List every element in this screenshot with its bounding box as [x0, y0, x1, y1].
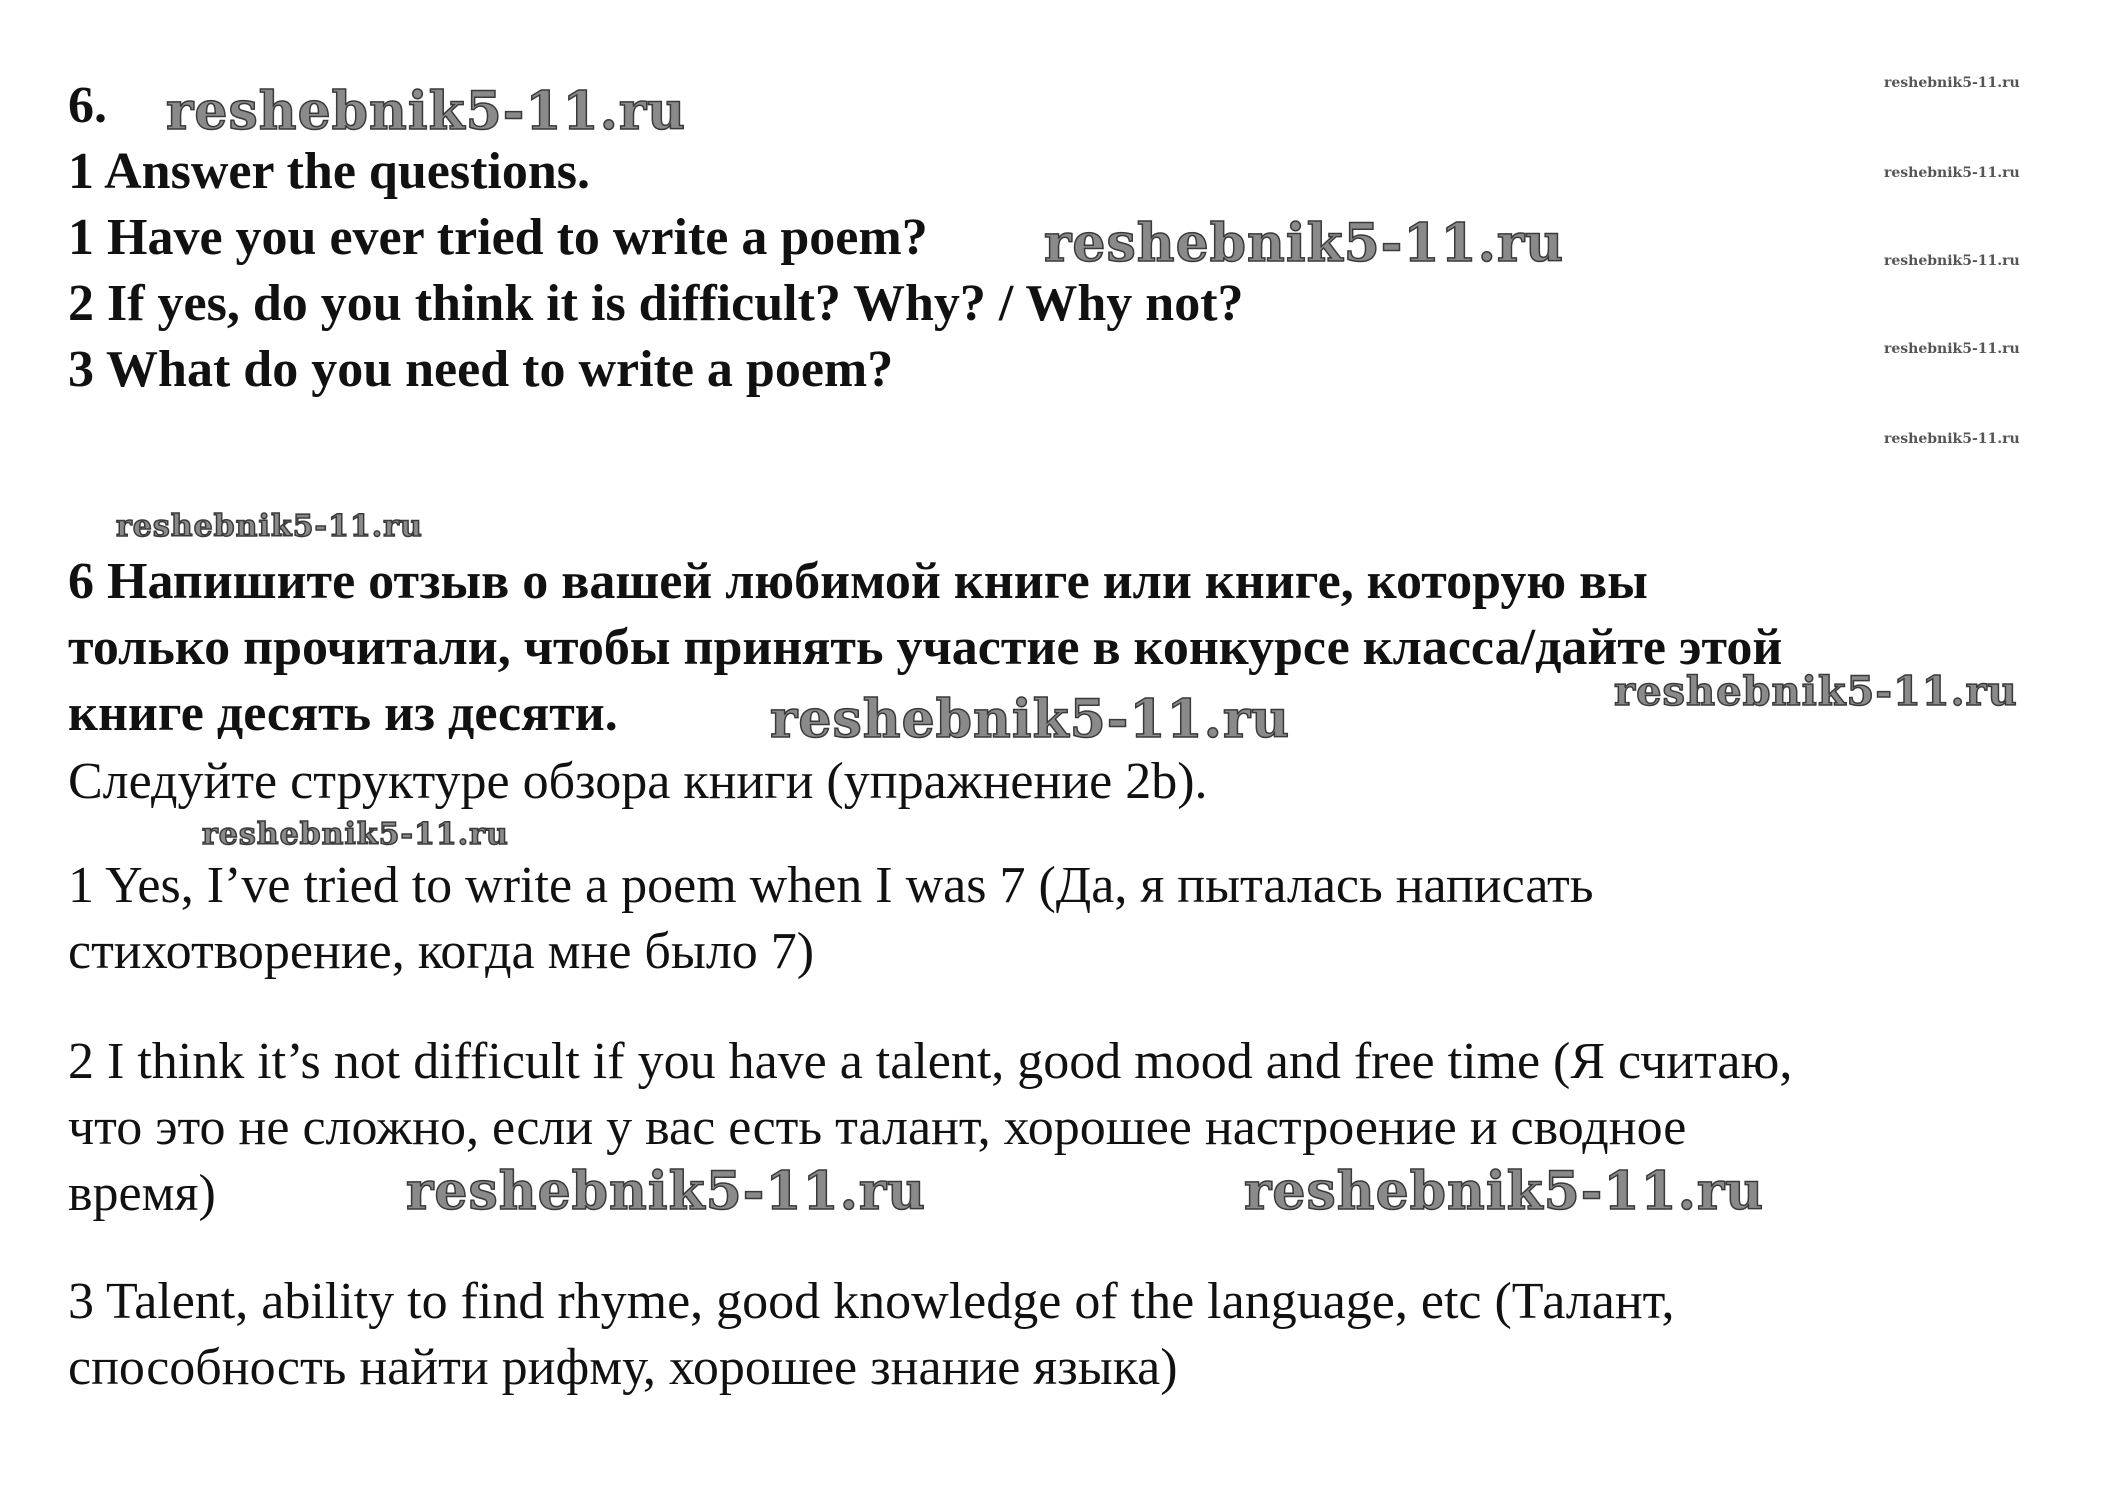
watermark: reshebnik5-11.ru: [1884, 75, 2020, 91]
answer-1-line-2: стихотворение, когда мне было 7): [68, 923, 815, 980]
watermark: reshebnik5-11.ru: [1884, 431, 2020, 447]
task-line-3: книге десять из десяти.: [68, 685, 618, 742]
answer-2-line-3: время): [68, 1165, 216, 1222]
task-instruction: Следуйте структуре обзора книги (упражнение 2b).: [68, 753, 1208, 810]
answer-3-line-1: 3 Talent, ability to find rhyme, good knowledge of the language, etc (Талант,: [68, 1273, 1675, 1330]
answer-2-line-1: 2 I think it’s not difficult if you have a talent, good mood and free time (Я считаю,: [68, 1033, 1793, 1090]
answer-2-line-2: что это не сложно, если у вас есть талант, хорошее настроение и сводное: [68, 1099, 1687, 1156]
watermark: reshebnik5-11.ru: [116, 509, 423, 544]
watermark: reshebnik5-11.ru: [1884, 341, 2020, 357]
watermark: reshebnik5-11.ru: [1884, 253, 2020, 269]
task-line-2: только прочитали, чтобы принять участие в конкурсе класса/дайте этой: [68, 619, 1783, 676]
task-line-1: 6 Напишите отзыв о вашей любимой книге или книге, которую вы: [68, 553, 1648, 610]
answer-1-line-1: 1 Yes, I’ve tried to write a poem when I was 7 (Да, я пыталась написать: [68, 857, 1594, 914]
question-1: 1 Have you ever tried to write a poem?: [68, 209, 928, 266]
exercise-number: 6.: [68, 77, 107, 134]
exercise-title: 1 Answer the questions.: [68, 143, 591, 200]
watermark: reshebnik5-11.ru: [1614, 668, 2018, 715]
question-2: 2 If yes, do you think it is difficult? Why? / Why not?: [68, 275, 1244, 332]
answer-3-line-2: способность найти рифму, хорошее знание языка): [68, 1339, 1178, 1396]
watermark: reshebnik5-11.ru: [166, 81, 687, 142]
watermark: reshebnik5-11.ru: [770, 689, 1291, 750]
watermark: reshebnik5-11.ru: [1244, 1161, 1765, 1222]
watermark: reshebnik5-11.ru: [1044, 213, 1565, 274]
watermark: reshebnik5-11.ru: [202, 817, 509, 852]
question-3: 3 What do you need to write a poem?: [68, 341, 894, 398]
watermark: reshebnik5-11.ru: [406, 1161, 927, 1222]
watermark: reshebnik5-11.ru: [1884, 165, 2020, 181]
